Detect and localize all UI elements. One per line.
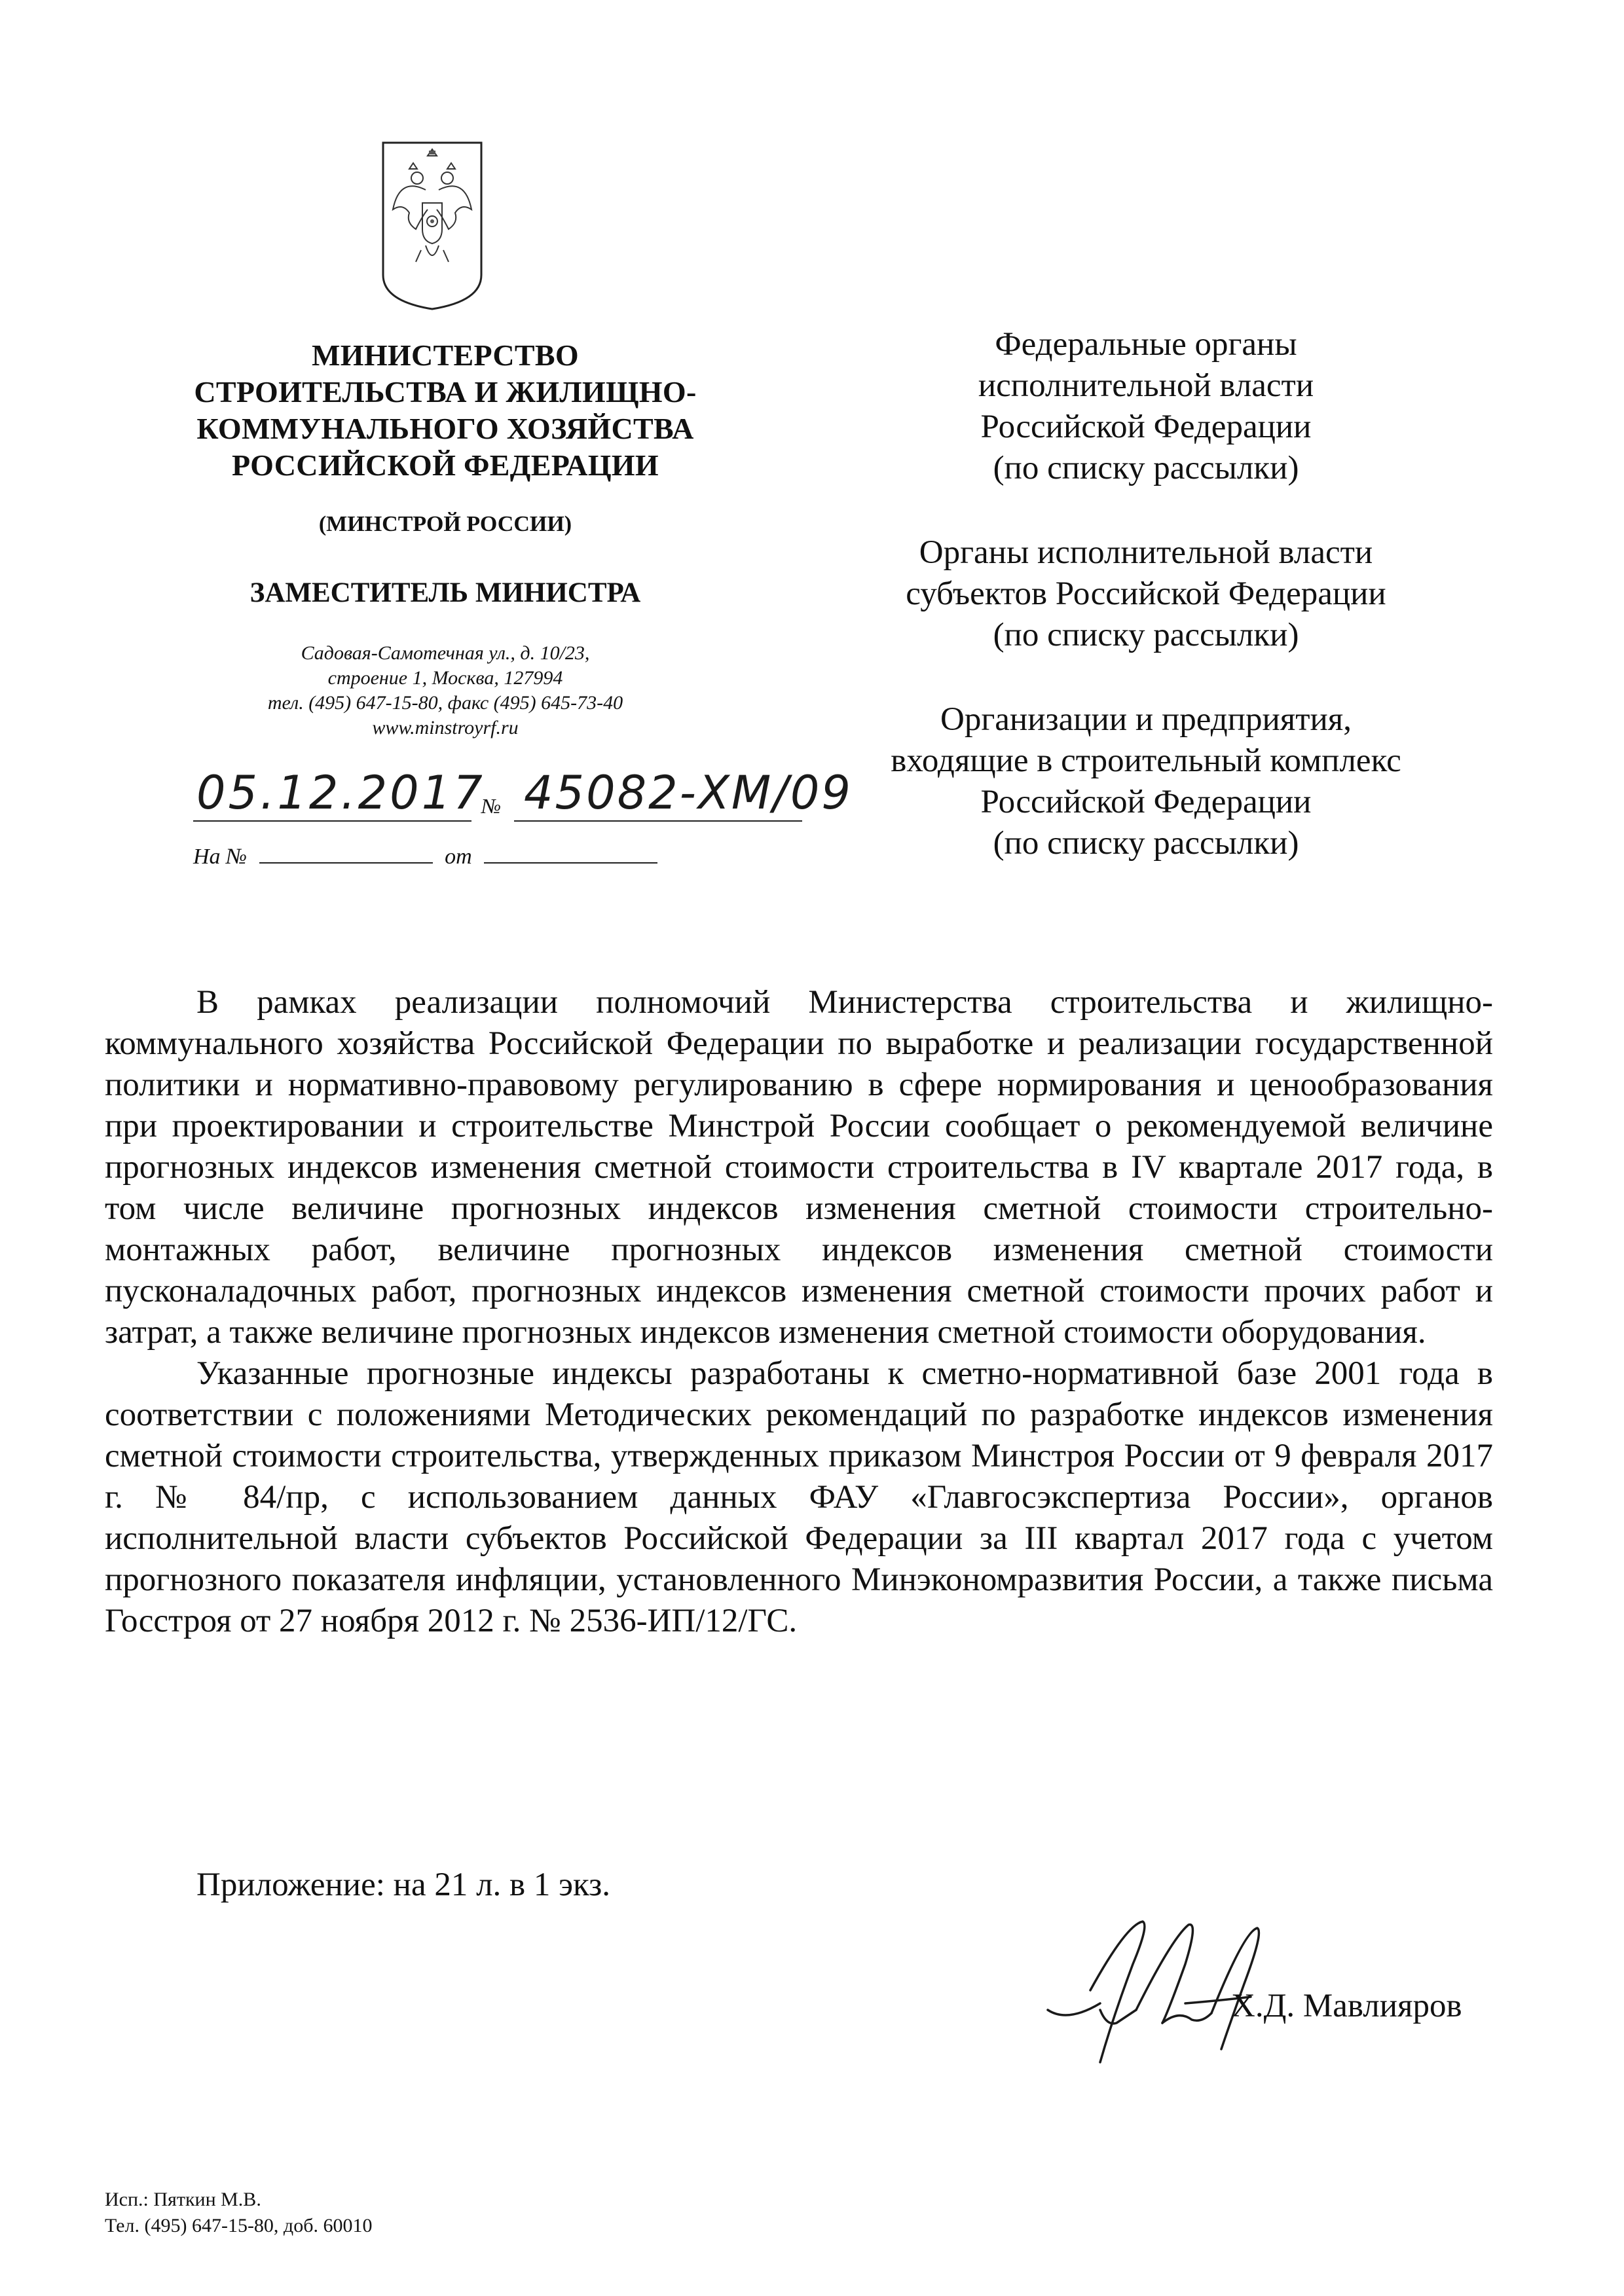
addressee-line: Органы исполнительной власти <box>919 534 1373 571</box>
addressee-line: (по списку рассылки) <box>993 617 1299 653</box>
addressee-line: Российской Федерации <box>980 784 1312 820</box>
date-underline <box>193 820 471 822</box>
addressee-line: (по списку рассылки) <box>993 450 1299 486</box>
addressee-line: субъектов Российской Федерации <box>906 575 1386 612</box>
number-label: № <box>481 794 502 818</box>
executor-info <box>105 2187 372 2239</box>
ministry-address <box>118 641 773 740</box>
addressee-line: Организации и предприятия, <box>940 701 1352 738</box>
address-line: Садовая-Самотечная ул., д. 10/23, <box>301 642 590 664</box>
signer-name: Х.Д. Мавлияров <box>1231 1988 1462 2024</box>
body-paragraph: В рамках реализации полномочий Министерства строительства и жилищно-коммунального хозяйства Российской Федерации по выработке и реализации государственной политики и нормативно-правовому регулированию в сфере нормирования и ценообразования при проектировании и строительстве Минстрой России сообщает о рекомендуемой величине прогнозных индексов изменения сметной стоимости строительства в IV квартале 2017 года, в том числе величине прогнозных индексов изменения сметной стоимости строительно-монтажных работ, величине прогнозных индексов изменения сметной стоимости пусконаладочных работ, прогнозных индексов изменения сметной стоимости прочих работ и затрат, а также величине прогнозных индексов изменения сметной стоимости оборудования. <box>105 984 1493 1351</box>
ministry-name-line: СТРОИТЕЛЬСТВА И ЖИЛИЩНО- <box>194 375 697 409</box>
ministry-name-line: РОССИЙСКОЙ ФЕДЕРАЦИИ <box>232 448 659 482</box>
coat-of-arms-emblem <box>377 137 488 314</box>
ref-date-blank <box>484 862 657 864</box>
position-title: ЗАМЕСТИТЕЛЬ МИНИСТРА <box>249 577 641 608</box>
ministry-short-name: (МИНСТРОЙ РОССИИ) <box>318 512 572 536</box>
addressee-group <box>832 699 1460 864</box>
addressee-line: Российской Федерации <box>980 409 1312 445</box>
ministry-name-line: КОММУНАЛЬНОГО ХОЗЯЙСТВА <box>196 412 694 445</box>
ref-number-label: На № <box>193 845 248 869</box>
addressee-group <box>832 324 1460 489</box>
body-paragraph: Указанные прогнозные индексы разработаны к сметно-нормативной базе 2001 года в соответствии с положениями Методических рекомендаций по разработке индексов изменения сметной стоимости строительства, утвержденных приказом Минстроя России от 9 февраля 2017 г. № 84/пр, с использованием данных ФАУ «Главгосэкспертиза России», органов исполнительной власти субъектов Российской Федерации за III квартал 2017 года с учетом прогнозного показателя инфляции, установленного Минэкономразвития России, а также письма Госстроя от 27 ноября 2012 г. № 2536-ИП/12/ГС. <box>105 1355 1493 1639</box>
letter-body <box>105 982 1493 1642</box>
addressee-line: Федеральные органы <box>995 326 1297 363</box>
executor-name: Исп.: Пяткин М.В. <box>105 2189 261 2210</box>
attachment-note: Приложение: на 21 л. в 1 экз. <box>196 1867 610 1903</box>
addressee-line: входящие в строительный комплекс <box>891 742 1401 779</box>
reference-line <box>193 845 657 869</box>
website: www.minstroyrf.ru <box>372 717 519 738</box>
ref-number-blank <box>259 862 433 864</box>
registration-date: 05.12.2017 <box>196 766 485 820</box>
address-line: тел. (495) 647-15-80, факс (495) 645-73-40 <box>267 692 623 714</box>
executor-phone: Тел. (495) 647-15-80, доб. 60010 <box>105 2215 373 2236</box>
number-underline <box>514 820 802 822</box>
address-line: строение 1, Москва, 127994 <box>327 667 563 689</box>
registration-number: 45082-ХМ/09 <box>524 766 853 820</box>
addressees-block <box>832 324 1460 907</box>
addressee-line: исполнительной власти <box>978 367 1314 404</box>
letterhead <box>118 337 773 740</box>
addressee-group <box>832 532 1460 656</box>
ref-from-label: от <box>445 845 472 869</box>
ministry-name-line: МИНИСТЕРСТВО <box>312 338 579 372</box>
addressee-line: (по списку рассылки) <box>993 825 1299 862</box>
